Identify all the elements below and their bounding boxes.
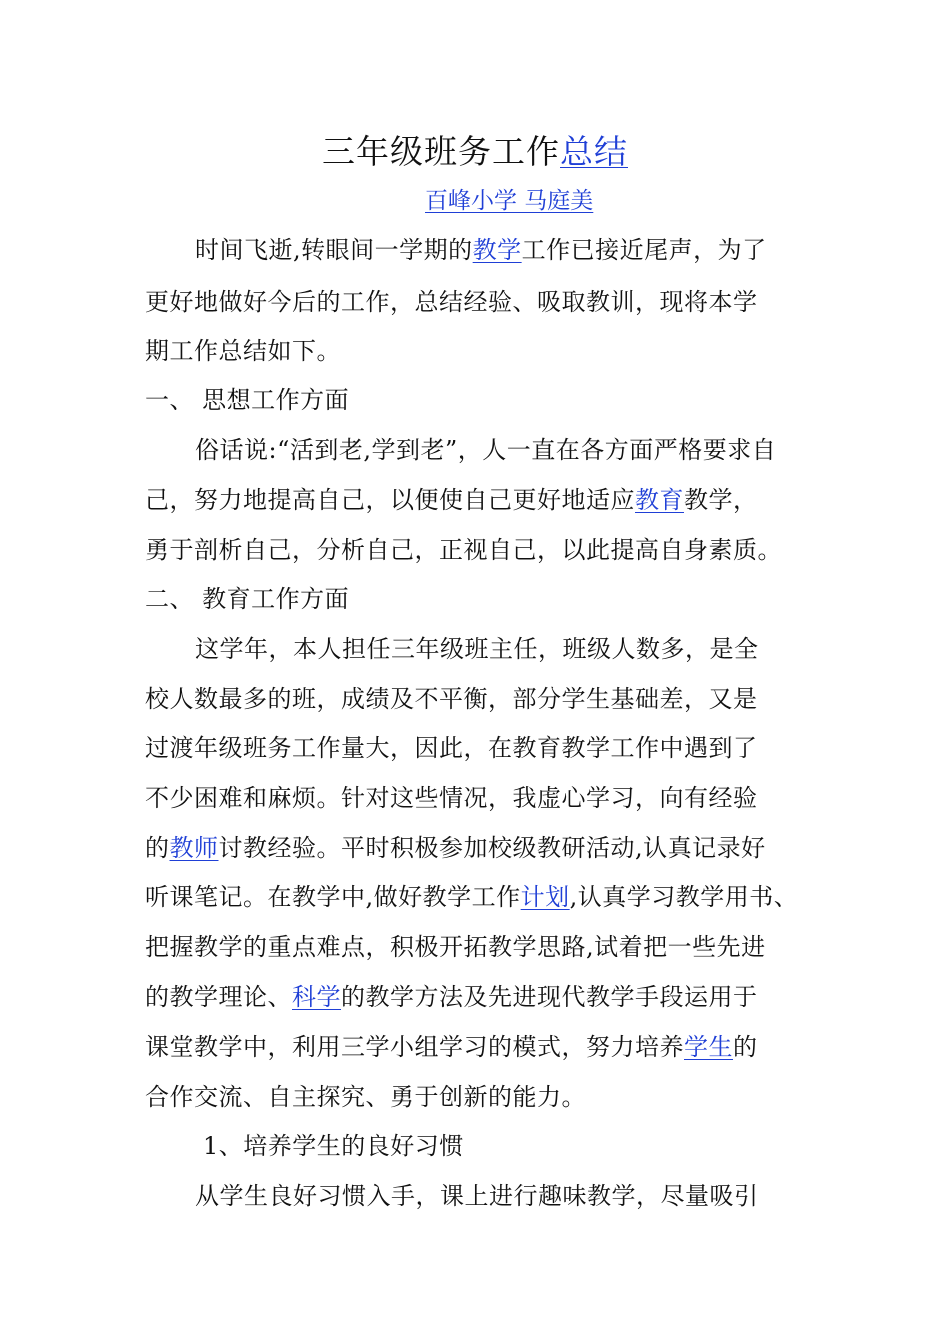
heading-text: 二、 教育工作方面 [145, 585, 350, 613]
line-text: 这学年，本人担任三年级班主任，班级人数多，是全 [195, 635, 759, 663]
paragraph-line [145, 778, 825, 818]
line-text: 讨教经验。平时积极参加校级教研活动,认真记录好 [218, 834, 766, 862]
line-text: 己，努力地提高自己，以便使自己更好地适应 [145, 486, 635, 514]
title-link-summary[interactable]: 总结 [560, 132, 628, 171]
paragraph-line [195, 1176, 825, 1216]
line-text: 课堂教学中，利用三学小组学习的模式，努力培养 [145, 1033, 684, 1061]
paragraph-line [145, 480, 825, 520]
line-text: 校人数最多的班，成绩及不平衡，部分学生基础差，又是 [145, 685, 758, 713]
line-text: 的教学方法及先进现代教学手段运用于 [341, 983, 758, 1011]
link-student[interactable]: 学生 [684, 1033, 733, 1061]
paragraph-line [195, 230, 825, 270]
line-text: 不少困难和麻烦。针对这些情况，我虚心学习，向有经验 [145, 784, 758, 812]
paragraph-line [145, 1077, 825, 1117]
line-text: 过渡年级班务工作量大，因此，在教育教学工作中遇到了 [145, 734, 758, 762]
subsection-heading-1 [203, 1126, 825, 1166]
heading-text: 1、培养学生的良好习惯 [203, 1132, 464, 1160]
line-text: 勇于剖析自己，分析自己，正视自己，以此提高自身素质。 [145, 536, 782, 564]
paragraph-line [195, 629, 825, 669]
line-text: 的 [733, 1033, 758, 1061]
paragraph-line [145, 877, 825, 917]
author-byline-link[interactable]: 百峰小学 马庭美 [425, 188, 594, 214]
section-heading-2 [145, 579, 825, 619]
paragraph-line [145, 282, 825, 322]
line-text: 把握教学的重点难点，积极开拓教学思路,试着把一些先进 [145, 933, 766, 961]
line-text: 更好地做好今后的工作，总结经验、吸取教训，现将本学 [145, 288, 758, 316]
paragraph-line [145, 679, 825, 719]
paragraph-line [145, 977, 825, 1017]
paragraph-line [145, 530, 825, 570]
paragraph-line [195, 430, 825, 470]
link-education[interactable]: 教育 [635, 486, 684, 514]
line-text: ,认真学习教学用书、 [569, 883, 799, 911]
line-text: 俗话说:“活到老,学到老”，人一直在各方面严格要求自 [195, 436, 777, 464]
line-text: 合作交流、自主探究、勇于创新的能力。 [145, 1083, 586, 1111]
paragraph-line [145, 927, 825, 967]
line-text: 教学， [684, 486, 758, 514]
section-heading-1 [145, 380, 825, 420]
document-title [0, 128, 950, 176]
paragraph-line [145, 1027, 825, 1067]
paragraph-line [145, 331, 825, 371]
link-teaching[interactable]: 教学 [472, 236, 522, 264]
link-science[interactable]: 科学 [292, 983, 341, 1011]
line-text: 的 [145, 834, 170, 862]
paragraph-line [145, 728, 825, 768]
link-plan[interactable]: 计划 [520, 883, 570, 911]
paragraph-line [145, 828, 825, 868]
line-text: 期工作总结如下。 [145, 337, 341, 365]
title-text: 三年级班务工作 [322, 132, 560, 171]
line-text: 听课笔记。在教学中,做好教学工作 [145, 883, 521, 911]
heading-text: 一、 思想工作方面 [145, 386, 350, 414]
line-text: 工作已接近尾声，为了 [521, 236, 767, 264]
line-text: 的教学理论、 [145, 983, 292, 1011]
link-teacher[interactable]: 教师 [169, 834, 219, 862]
line-text: 时间飞逝,转眼间一学期的 [195, 236, 473, 264]
line-text: 从学生良好习惯入手，课上进行趣味教学，尽量吸引 [195, 1182, 759, 1210]
